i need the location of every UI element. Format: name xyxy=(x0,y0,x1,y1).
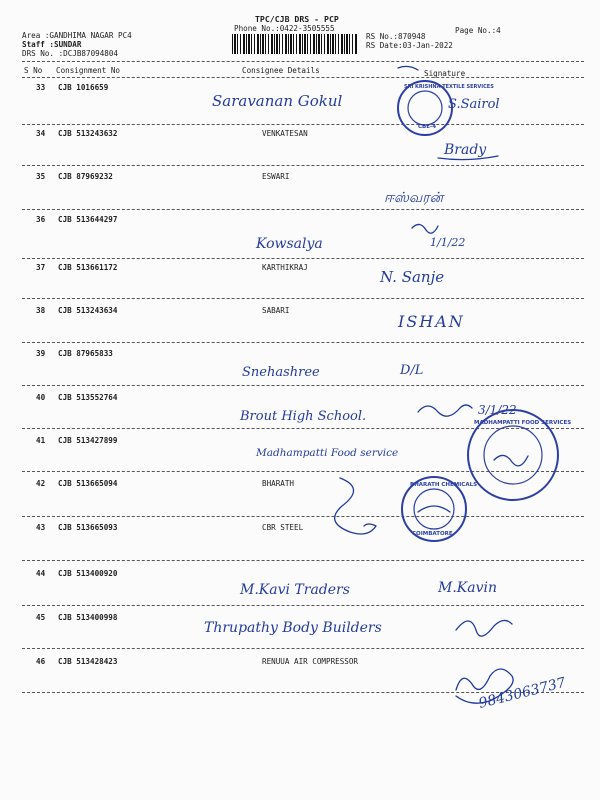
rs-number: RS No.:870948 xyxy=(366,32,426,41)
row-consignment: CJB 513400998 xyxy=(58,613,118,622)
stamp-logo xyxy=(418,506,450,512)
row-consignment: CJB 513661172 xyxy=(58,263,118,272)
handwritten-signature: S.Sairol xyxy=(448,97,500,112)
row-sno: 34 xyxy=(36,129,46,138)
row-sno: 42 xyxy=(36,479,46,488)
row-consignment: CJB 513665094 xyxy=(58,479,118,488)
row-sno: 40 xyxy=(36,393,46,402)
handwritten-phone: 9843063737 xyxy=(477,674,568,712)
stamp-subtext: COIMBATORE xyxy=(412,531,453,537)
handwritten-name: Saravanan Gokul xyxy=(212,92,343,110)
row-consignment: CJB 513665093 xyxy=(58,523,118,532)
row-consignee: SABARI xyxy=(262,306,290,315)
row-sno: 39 xyxy=(36,349,46,358)
row-sno: 33 xyxy=(36,83,46,92)
column-consignment: Consignment No xyxy=(56,66,121,75)
company-stamp xyxy=(402,477,477,541)
handwritten-signature: ISHAN xyxy=(398,312,465,331)
handwritten-name: Kowsalya xyxy=(256,236,323,252)
column-signature: Signature xyxy=(424,69,466,78)
handwritten-name: Thrupathy Body Builders xyxy=(204,620,382,636)
tick-mark xyxy=(398,66,418,70)
row-sno: 44 xyxy=(36,569,46,578)
handwritten-name: ஈஸ்வரன் xyxy=(384,190,444,206)
handwritten-signature-mark xyxy=(456,620,512,636)
row-consignee: RENUUA AIR COMPRESSOR xyxy=(262,657,359,666)
handwritten-name: Madhampatti Food service xyxy=(256,447,399,459)
stamp-text: BHARATH CHEMICALS xyxy=(410,482,478,488)
row-consignee: VENKATESAN xyxy=(262,129,308,138)
row-sno: 41 xyxy=(36,436,46,445)
column-sno: S No xyxy=(24,66,43,75)
row-sno: 43 xyxy=(36,523,46,532)
row-consignee: BHARATH xyxy=(262,479,295,488)
drs-number: DRS No. :DCJB87094804 xyxy=(22,49,119,58)
handwritten-signature: M.Kavin xyxy=(438,580,497,596)
handwritten-name: Brout High School. xyxy=(240,409,367,424)
handwritten-signature: Brady xyxy=(444,142,487,158)
row-consignment: CJB 513243632 xyxy=(58,129,118,138)
row-sno: 45 xyxy=(36,613,46,622)
stamp-text: SRI KRISHNA TEXTILE SERVICES xyxy=(404,84,494,90)
row-consignment: CJB 513644297 xyxy=(58,215,118,224)
row-consignment: CJB 513400920 xyxy=(58,569,118,578)
handwritten-note: D/L xyxy=(400,363,424,378)
handwritten-date: 1/1/22 xyxy=(430,236,466,249)
company-stamp xyxy=(468,410,571,500)
row-sno: 37 xyxy=(36,263,46,272)
phone-number: Phone No.:0422-3505555 xyxy=(234,24,335,33)
handwritten-signature-mark xyxy=(418,405,472,416)
row-sno: 35 xyxy=(36,172,46,181)
stamp-signature-mark xyxy=(494,455,528,465)
row-sno: 36 xyxy=(36,215,46,224)
row-consignment: CJB 513428423 xyxy=(58,657,118,666)
stamp-subtext: CBE-4 xyxy=(418,124,437,130)
row-consignee: KARTHIKRAJ xyxy=(262,263,308,272)
row-consignment: CJB 87969232 xyxy=(58,172,113,181)
handwritten-signature-mark xyxy=(335,478,376,534)
row-consignment: CJB 513427899 xyxy=(58,436,118,445)
area-label: Area :GANDHIMA NAGAR PC4 xyxy=(22,31,132,40)
page-number: Page No.:4 xyxy=(455,26,501,35)
row-consignee: ESWARI xyxy=(262,172,290,181)
row-consignment: CJB 1016659 xyxy=(58,83,109,92)
staff-label: Staff :SUNDAR xyxy=(22,40,82,49)
row-consignee: CBR STEEL xyxy=(262,523,304,532)
column-consignee: Consignee Details xyxy=(242,66,320,75)
stamp-text: MADHAMPATTI FOOD SERVICES xyxy=(474,420,572,426)
handwritten-signature: N. Sanje xyxy=(380,268,445,286)
row-consignment: CJB 513552764 xyxy=(58,393,118,402)
handwritten-name: Snehashree xyxy=(242,365,320,380)
handwritten-signature-mark xyxy=(412,224,438,233)
row-consignment: CJB 513243634 xyxy=(58,306,118,315)
rs-date: RS Date:03-Jan-2022 xyxy=(366,41,453,50)
document-title: TPC/CJB DRS - PCP xyxy=(255,14,339,24)
row-consignment: CJB 87965833 xyxy=(58,349,113,358)
row-sno: 38 xyxy=(36,306,46,315)
handwritten-date: 3/1/22 xyxy=(478,403,517,417)
handwritten-name: M.Kavi Traders xyxy=(240,582,350,598)
row-sno: 46 xyxy=(36,657,46,666)
